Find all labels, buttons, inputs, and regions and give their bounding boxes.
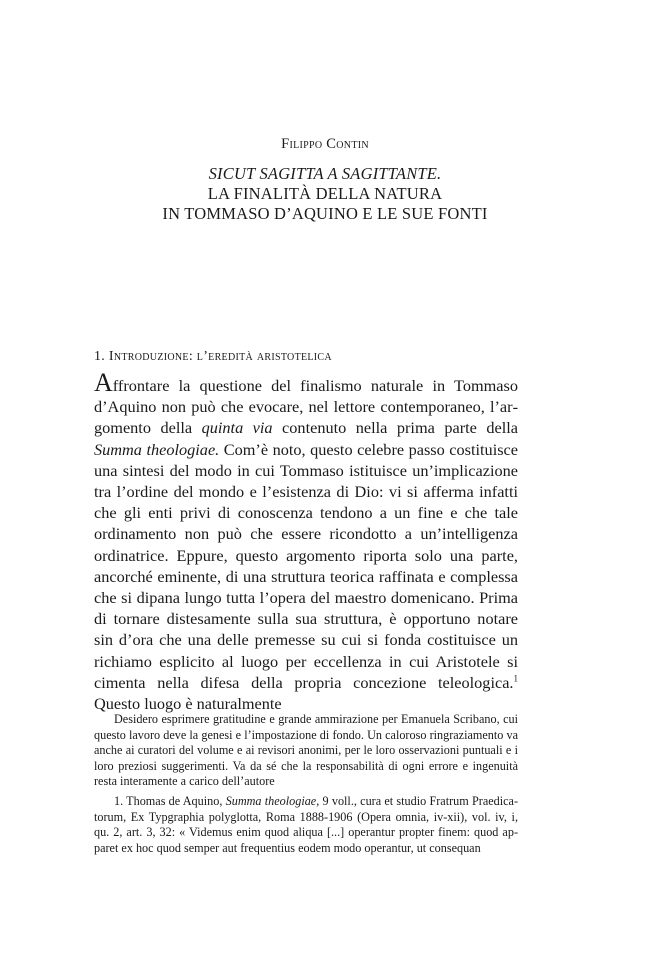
body-text-segment: Questo luogo è naturalmente: [94, 694, 282, 714]
footnotes: [94, 712, 518, 856]
body-emphasis: quinta via: [201, 418, 273, 438]
body-paragraph: [94, 368, 519, 714]
body-emphasis: Summa theologiae.: [94, 439, 220, 459]
section-heading: 1. Introduzione: l’eredità aristotelica: [94, 349, 332, 364]
title-line-1: SICUT SAGITTA A SAGITTANTE.: [208, 164, 442, 183]
footnote-text: 9 voll., cura et studio Fratrum Praedicatorum, Ex Typgraphia polyglotta, Roma 1888-1906 (Opera omnia, iv-xii), vol. iv, i, qu. 2, art. 3, 32: « Videmus enim quod aliqua [...] operantur propter finem: quod apparet ex hoc quod semper aut frequentius eodem modo operantur, ut consequan: [94, 793, 518, 855]
footnote-emphasis: Summa theologiae,: [225, 793, 320, 808]
body-text-segment: Com’è noto, questo celebre passo costituisce una sintesi del modo in cui Tommaso istituisce un’implicazione tra l’ordine del mondo e l’esistenza di Dio: vi si afferma infatti che gli enti privi di conoscenza tendono a un fine e che tale ordinamento non può che essere ricondotto a un’intelligenza ordinatrice. Eppure, questo argomento riporta solo una parte, ancorché eminente, di una struttura teorica raffinata e complessa che si dipana lungo tutta l’opera del maestro domenicano. Prima di tornare distesamente sulla sua struttura, è opportuno notare sin d’ora che una delle premesse su cui si fonda costituisce un richiamo esplicito al luogo per eccellenza in cui Aristotele si cimenta nella difesa della propria concezione teleologica.: [94, 439, 519, 692]
footnote-reference[interactable]: 1: [513, 673, 518, 684]
title-line-3: IN TOMMASO D’AQUINO E LE SUE FONTI: [162, 204, 488, 223]
article-title: [0, 164, 650, 224]
footnote-text: 1. Thomas de Aquino,: [114, 793, 226, 808]
title-line-2: LA FINALITÀ DELLA NATURA: [207, 184, 443, 203]
footnote-1: [94, 794, 518, 856]
drop-cap: A: [94, 368, 113, 397]
acknowledgement-note: Desidero esprimere gratitudine e grande ammirazione per Emanuela Scribano, cui questo lavoro deve la genesi e l’impostazione di fondo. Un caloroso ringraziamento va anche ai curatori del volume e ai revisori anonimi, per le loro osservazioni puntuali e i loro preziosi suggerimenti. Va da sé che la responsabilità di ogni errore e ingenuità resta interamente a carico dell’autore: [94, 712, 518, 789]
body-text-segment: ffrontare la questione del finalismo naturale in Tommaso d’Aquino non può che evocare, nel lettore contemporaneo, l’argomento della: [94, 376, 518, 438]
author-name: Filippo Contin: [281, 136, 369, 152]
body-text-segment: contenuto nella prima parte della: [272, 418, 518, 438]
